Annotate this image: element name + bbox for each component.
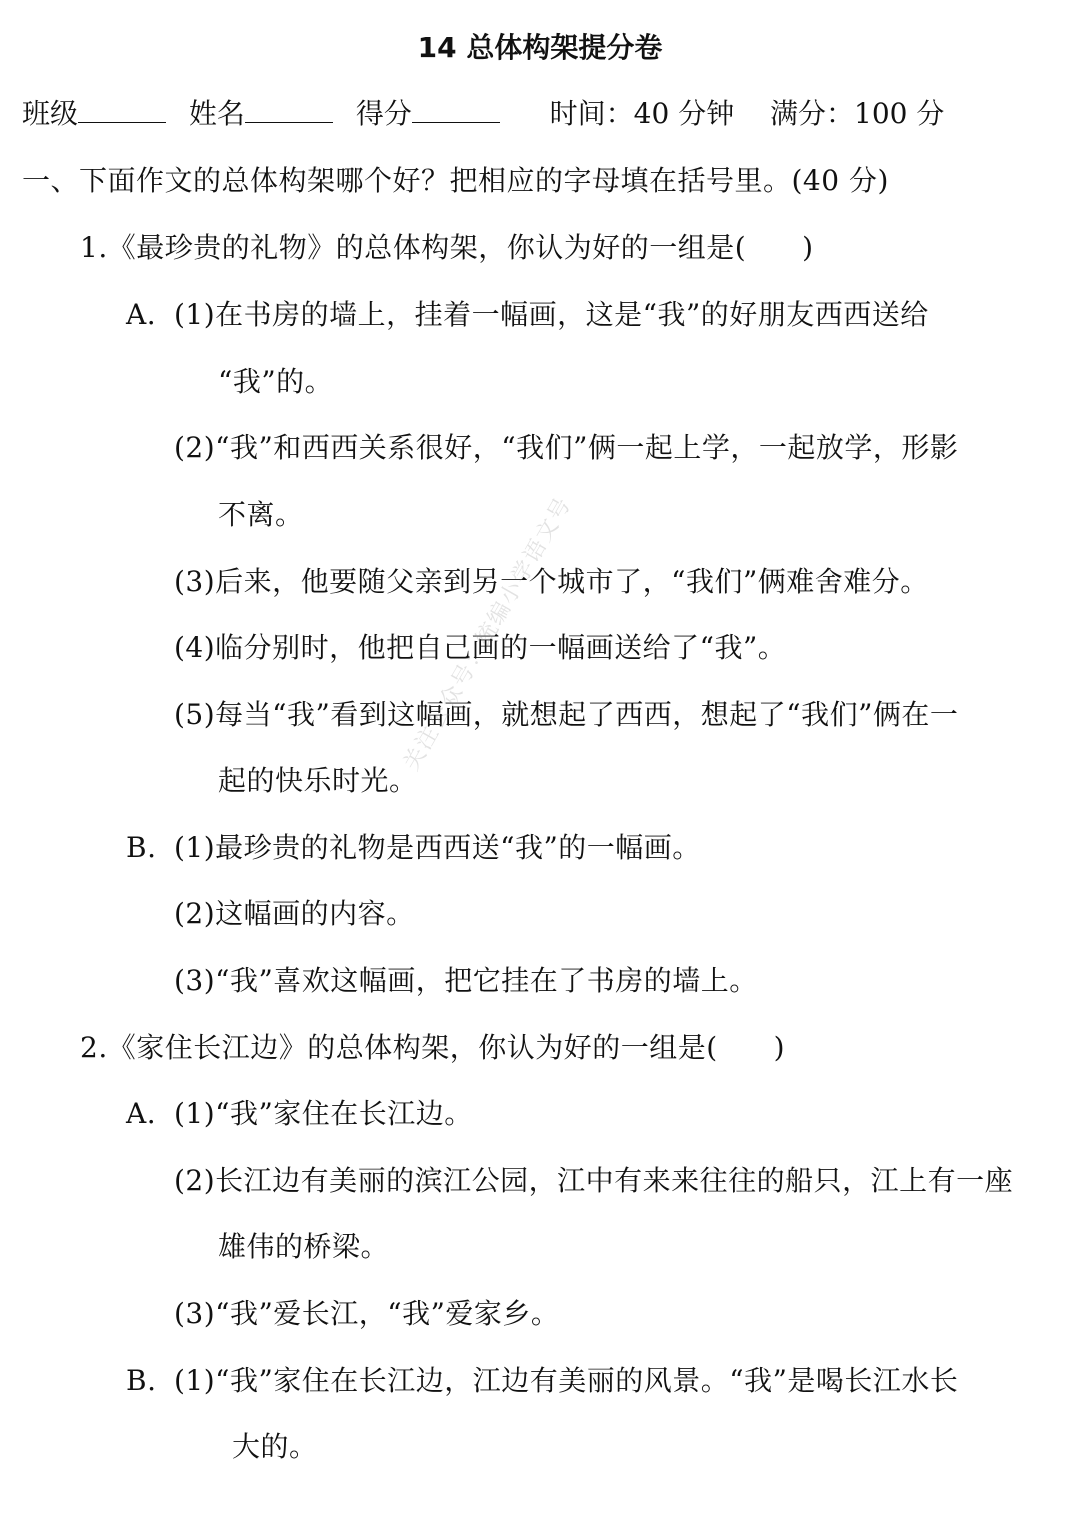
time-label: 时间：40 分钟 bbox=[549, 97, 735, 130]
class-blank[interactable] bbox=[78, 96, 166, 123]
q2-a-item: 雄伟的桥梁。 bbox=[218, 1230, 390, 1263]
q1-a-item: “我”的。 bbox=[218, 365, 334, 398]
q1-a-item: 起的快乐时光。 bbox=[218, 764, 418, 797]
q1-a-item: 不离。 bbox=[218, 498, 304, 531]
q2-b-item: (1)“我”家住在长江边，江边有美丽的风景。“我”是喝长江水长 bbox=[174, 1364, 959, 1397]
question-2-close: ) bbox=[773, 1031, 786, 1064]
q1-b-item: (2)这幅画的内容。 bbox=[174, 897, 415, 930]
question-2-text: 2.《家住长江边》的总体构架，你认为好的一组是( bbox=[80, 1031, 718, 1064]
q1-b-item: (3)“我”喜欢这幅画，把它挂在了书房的墙上。 bbox=[174, 964, 758, 997]
question-1-stem bbox=[80, 230, 814, 266]
q2-a-item: (3)“我”爱长江，“我”爱家乡。 bbox=[174, 1297, 560, 1330]
score-blank[interactable] bbox=[412, 96, 500, 123]
name-blank[interactable] bbox=[245, 96, 333, 123]
q1-b-item: (1)最珍贵的礼物是西西送“我”的一幅画。 bbox=[174, 831, 701, 864]
q1-a-item: (2)“我”和西西关系很好，“我们”俩一起上学，一起放学，形影 bbox=[174, 431, 959, 464]
option-b-label: B. bbox=[126, 831, 157, 864]
question-1-text: 1.《最珍贵的礼物》的总体构架，你认为好的一组是( bbox=[80, 231, 747, 264]
q1-a-item: (3)后来，他要随父亲到另一个城市了，“我们”俩难舍难分。 bbox=[174, 565, 929, 598]
q2-a-item: (1)“我”家住在长江边。 bbox=[174, 1097, 473, 1130]
question-2-stem bbox=[80, 1030, 785, 1066]
q1-a-item: (4)临分别时，他把自己画的一幅画送给了“我”。 bbox=[174, 631, 787, 664]
class-label: 班级 bbox=[22, 97, 79, 130]
page-title: 14 总体构架提分卷 bbox=[417, 31, 663, 64]
option-a-label: A. bbox=[126, 1097, 157, 1130]
question-1-close: ) bbox=[802, 231, 814, 264]
q1-a-item: (1)在书房的墙上，挂着一幅画，这是“我”的好朋友西西送给 bbox=[174, 298, 929, 331]
option-b-label: B. bbox=[126, 1364, 157, 1397]
section-heading: 一、下面作文的总体构架哪个好？把相应的字母填在括号里。(40 分) bbox=[22, 164, 889, 197]
student-info-row bbox=[22, 96, 944, 132]
score-label: 得分 bbox=[355, 97, 412, 130]
q2-b-item: 大的。 bbox=[232, 1430, 318, 1463]
watermark: 关注公众号：统编小学语文号 bbox=[399, 492, 577, 775]
full-score-label: 满分：100 分 bbox=[770, 97, 945, 130]
option-a-label: A. bbox=[126, 298, 157, 331]
name-label: 姓名 bbox=[188, 97, 245, 130]
q1-a-item: (5)每当“我”看到这幅画，就想起了西西，想起了“我们”俩在一 bbox=[174, 698, 959, 731]
q2-a-item: (2)长江边有美丽的滨江公园，江中有来来往往的船只，江上有一座 bbox=[174, 1164, 1014, 1197]
